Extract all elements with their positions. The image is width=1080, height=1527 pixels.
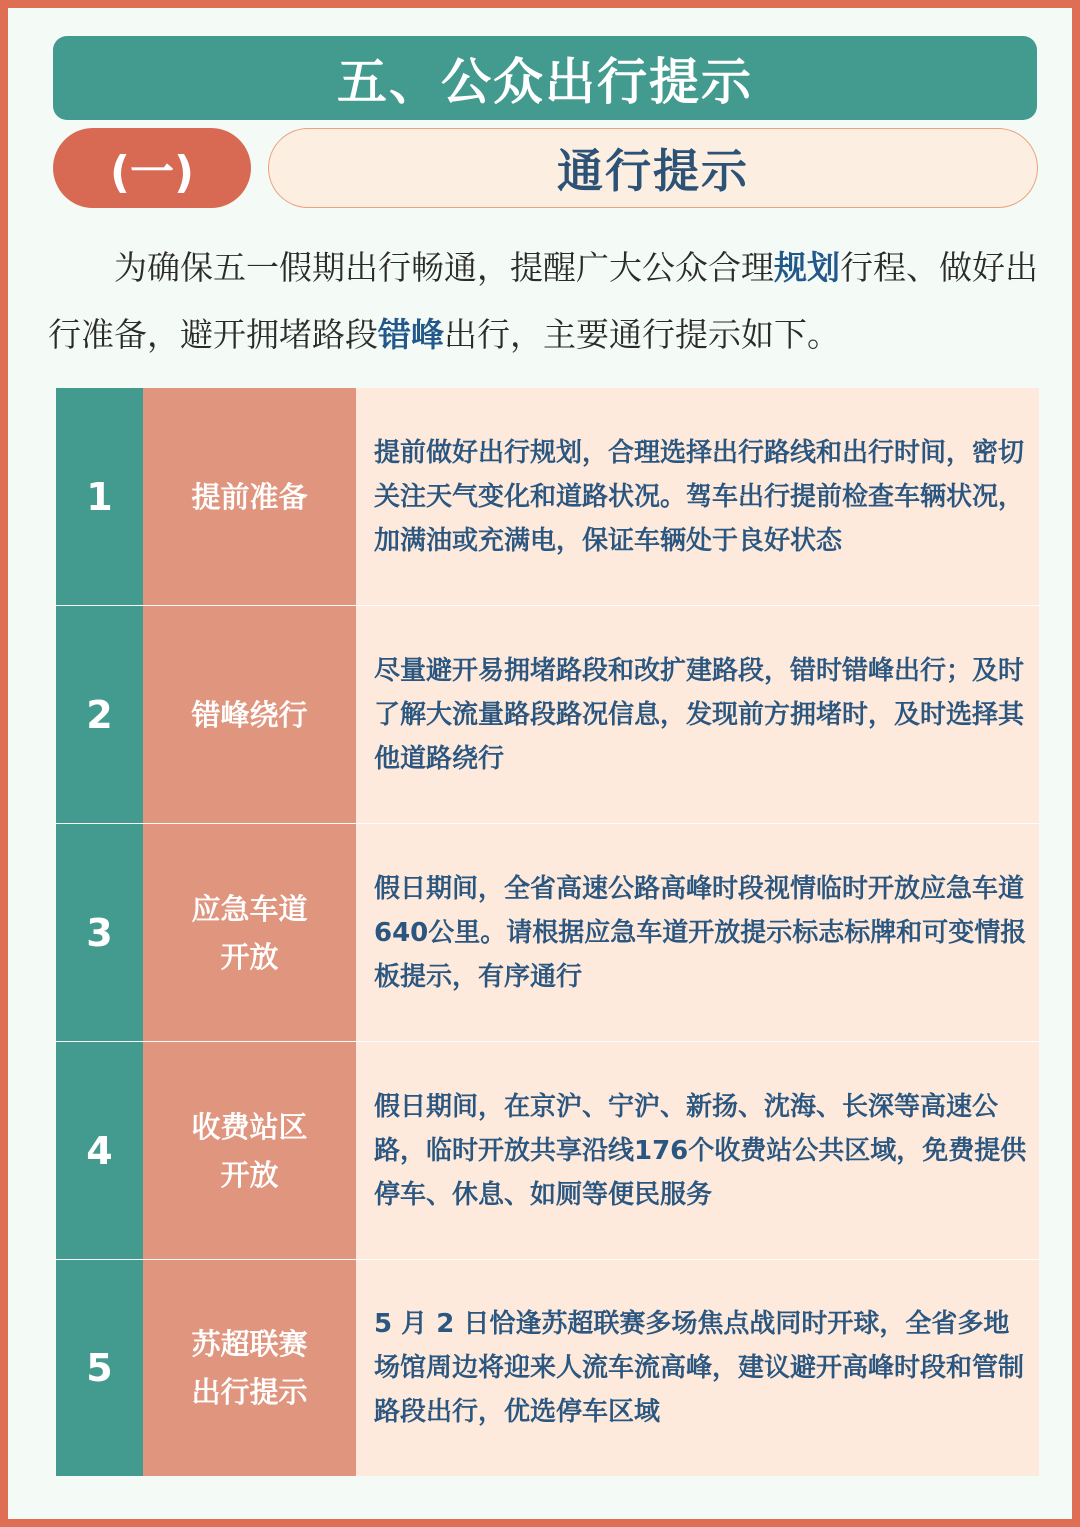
tip-label-line2: 开放 [220,1157,279,1192]
intro-highlight-plan: 规划 [774,248,840,287]
section-title-text: 通行提示 [557,144,749,198]
tip-row-1 [56,388,1039,605]
tip-label-line1: 错峰绕行 [191,697,308,732]
tip-label-line1: 苏超联赛 [191,1327,308,1361]
tip-label-line2: 开放 [220,939,279,974]
tip-number: 4 [56,1042,143,1259]
tip-label [143,824,356,1041]
tip-number: 5 [56,1260,143,1476]
section-number-text: (一) [109,147,195,198]
tip-label [143,388,356,605]
tip-label [143,606,356,823]
section-number-badge [53,128,251,208]
tip-number: 2 [56,606,143,823]
tip-row-5 [56,1260,1039,1476]
tip-description-text: 假日期间，全省高速公路高峰时段视情临时开放应急车道640公里。请根据应急车道开放提示标志标牌和可变情报板提示，有序通行 [374,873,1027,992]
intro-paragraph [48,234,1043,368]
tip-description [356,1260,1039,1476]
intro-text-2: 行程、做好出行准备，避开拥堵路段 [48,248,1038,354]
tip-description-text: 假日期间，在京沪、宁沪、新扬、沈海、长深等高速公路，临时开放共享沿线176个收费站公共区域，免费提供停车、休息、如厕等便民服务 [374,1091,1027,1210]
tip-label-line2: 出行提示 [191,1375,308,1409]
tips-table [56,388,1039,1476]
tip-description-text: 5 月 2 日恰逢苏超联赛多场焦点战同时开球，全省多地场馆周边将迎来人流车流高峰，建议避开高峰时段和管制路段出行，优选停车区域 [374,1309,1025,1427]
intro-text-1: 为确保五一假期出行畅通，提醒广大公众合理 [114,248,774,287]
section-title [268,128,1038,208]
tip-label-line1: 提前准备 [191,479,308,514]
tip-description [356,1042,1039,1259]
tip-row-3 [56,824,1039,1041]
tip-row-4 [56,1042,1039,1259]
tip-description [356,388,1039,605]
tip-label [143,1260,356,1476]
intro-highlight-offpeak: 错峰 [378,315,444,354]
tip-description-text: 提前做好出行规划，合理选择出行路线和出行时间，密切关注天气变化和道路状况。驾车出行提前检查车辆状况，加满油或充满电，保证车辆处于良好状态 [374,437,1025,556]
tip-description [356,606,1039,823]
tip-number: 1 [56,388,143,605]
page-title [53,36,1037,120]
tip-label-line1: 应急车道 [191,891,308,926]
tip-description-text: 尽量避开易拥堵路段和改扩建路段，错时错峰出行；及时了解大流量路段路况信息，发现前方拥堵时，及时选择其他道路绕行 [374,655,1025,774]
page-title-text: 五、公众出行提示 [337,53,753,111]
tip-row-2 [56,606,1039,823]
tip-label-line1: 收费站区 [191,1109,308,1144]
tip-label [143,1042,356,1259]
intro-text-3: 出行，主要通行提示如下。 [444,315,840,354]
tip-description [356,824,1039,1041]
tip-number: 3 [56,824,143,1041]
